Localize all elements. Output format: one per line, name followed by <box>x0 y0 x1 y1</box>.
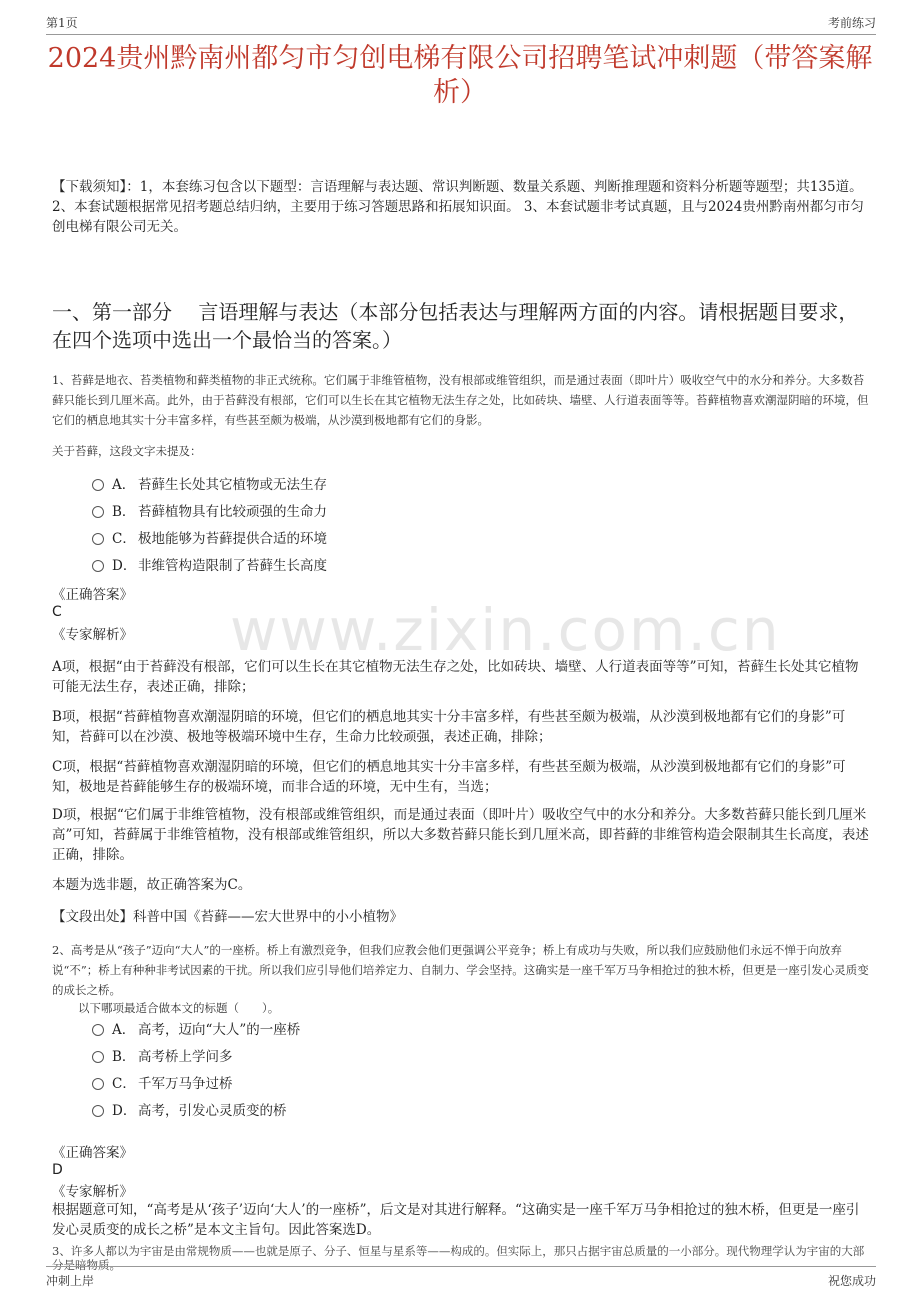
option-text: 高考，迈向“大人”的一座桥 <box>138 1022 301 1038</box>
answer-value: C <box>52 604 62 620</box>
analysis-paragraph-b: B项，根据“苔藓植物喜欢潮湿阴暗的环境，但它们的栖息地其实十分丰富多样，有些甚至颇为极端，从沙漠到极地都有它们的身影”可知，苔藓可以在沙漠、极地等极端环境中生存，生命力比较顽强，表述正确，排除； <box>52 709 846 745</box>
analysis-label: 《专家解析》 <box>52 627 133 643</box>
radio-icon[interactable] <box>92 533 104 545</box>
q1-option-a[interactable] <box>92 475 327 495</box>
q2-option-a[interactable] <box>92 1020 300 1040</box>
question-1-stem: 1、苔藓是地衣、苔类植物和藓类植物的非正式统称。它们属于非维管植物，没有根部或维管组织，而是通过表面（即叶片）吸收空气中的水分和养分。大多数苔藓只能长到几厘米高。此外，由于苔藓没有根部，它们可以生长在其它植物无法生存之处，比如砖块、墙壁、人行道表面等等。苔藓植物喜欢潮湿阴暗的环境，但它们的栖息地其实十分丰富多样，有些甚至颇为极端，从沙漠到极地都有它们的身影。 <box>52 373 869 427</box>
option-text: 千军万马争过桥 <box>138 1076 233 1092</box>
option-text: 苔藓生长处其它植物或无法生存 <box>138 477 327 493</box>
option-letter: B． <box>112 1049 136 1065</box>
option-letter: A． <box>112 1022 136 1038</box>
q1-option-c[interactable] <box>92 529 327 549</box>
question-2-lead: 以下哪项最适合做本文的标题（ ）。 <box>78 1001 280 1015</box>
watermark: www.zixin.com.cn <box>230 596 781 664</box>
q1-option-d[interactable] <box>92 556 327 576</box>
radio-icon[interactable] <box>92 1024 104 1036</box>
section-heading: 一、第一部分 言语理解与表达（本部分包括表达与理解两方面的内容。请根据题目要求，在四个选项中选出一个最恰当的答案。） <box>52 300 859 352</box>
q2-option-c[interactable] <box>92 1074 233 1094</box>
analysis-paragraph-c: C项，根据“苔藓植物喜欢潮湿阴暗的环境，但它们的栖息地其实十分丰富多样，有些甚至颇为极端，从沙漠到极地都有它们的身影”可知，极地是苔藓能够生存的极端环境，而非合适的环境，无中生有，当选； <box>52 759 846 795</box>
option-text: 高考桥上学问多 <box>138 1049 233 1065</box>
analysis-conclusion: 本题为选非题，故正确答案为C。 <box>52 877 252 893</box>
radio-icon[interactable] <box>92 1105 104 1117</box>
option-text: 高考，引发心灵质变的桥 <box>138 1103 287 1119</box>
radio-icon[interactable] <box>92 560 104 572</box>
page-title: 2024贵州黔南州都匀市匀创电梯有限公司招聘笔试冲刺题（带答案解析） <box>47 43 873 108</box>
header-label: 考前练习 <box>827 16 876 30</box>
page-footer <box>46 1266 876 1289</box>
analysis-paragraph: 根据题意可知，“高考是从‘孩子’迈向‘大人’的一座桥”，后文是对其进行解释。“这确实是一座千军万马争相抢过的独木桥，但更是一座引发心灵质变的成长之桥”是本文主旨句。因此答案选D。 <box>52 1202 860 1238</box>
analysis-label: 《专家解析》 <box>52 1184 133 1200</box>
analysis-paragraph-a: A项，根据“由于苔藓没有根部，它们可以生长在其它植物无法生存之处，比如砖块、墙壁、人行道表面等等”可知，苔藓生长处其它植物可能无法生存，表述正确，排除； <box>52 659 859 695</box>
download-notice: 【下载须知】：1，本套练习包含以下题型：言语理解与表达题、常识判断题、数量关系题、判断推理题和资料分析题等题型；共135道。 2、本套试题根据常见招考题总结归纳，主要用于练习答题思路和拓展知识面。 3、本套试题非考试真题，且与2024贵州黔南州都匀市匀创电梯有限公司无关。 <box>52 179 864 235</box>
radio-icon[interactable] <box>92 479 104 491</box>
q2-option-b[interactable] <box>92 1047 233 1067</box>
answer-label: 《正确答案》 <box>52 587 133 603</box>
option-letter: A． <box>112 477 136 493</box>
q1-option-b[interactable] <box>92 502 327 522</box>
option-text: 苔藓植物具有比较顽强的生命力 <box>138 504 327 520</box>
question-2-stem: 2、高考是从“孩子”迈向“大人”的一座桥。桥上有激烈竞争，但我们应教会他们更强调公平竞争；桥上有成功与失败，所以我们应鼓励他们永远不惮于向放弃说“不”；桥上有种种非考试因素的干扰。所以我们应引导他们培养定力、自制力、学会坚持。这确实是一座千军万马争相抢过的独木桥，但更是一座引发心灵质变的成长之桥。 <box>52 943 869 997</box>
page-number: 第1页 <box>46 16 78 30</box>
footer-left: 冲刺上岸 <box>46 1274 95 1288</box>
answer-label: 《正确答案》 <box>52 1145 133 1161</box>
option-letter: B． <box>112 504 136 520</box>
radio-icon[interactable] <box>92 1078 104 1090</box>
page-header <box>46 14 876 35</box>
q2-option-d[interactable] <box>92 1101 287 1121</box>
option-text: 非维管构造限制了苔藓生长高度 <box>138 558 327 574</box>
analysis-paragraph-d: D项，根据“它们属于非维管植物，没有根部或维管组织，而是通过表面（即叶片）吸收空气中的水分和养分。大多数苔藓只能长到几厘米高”可知，苔藓属于非维管植物，没有根部或维管组织，所以大多数苔藓只能长到几厘米高，即苔藓的非维管构造会限制其生长高度，表述正确，排除。 <box>52 807 869 863</box>
radio-icon[interactable] <box>92 1051 104 1063</box>
radio-icon[interactable] <box>92 506 104 518</box>
option-letter: C． <box>112 531 136 547</box>
answer-value: D <box>52 1162 63 1178</box>
question-1-lead: 关于苔藓，这段文字未提及： <box>52 444 202 458</box>
option-text: 极地能够为苔藓提供合适的环境 <box>138 531 327 547</box>
option-letter: C． <box>112 1076 136 1092</box>
question-3-partial: 3、许多人都以为宇宙是由常规物质——也就是原子、分子、恒星与星系等——构成的。但实际上，那只占据宇宙总质量的一小部分。现代物理学认为宇宙的大部分是暗物质。 <box>52 1244 865 1272</box>
footer-right: 祝您成功 <box>827 1274 876 1288</box>
option-letter: D． <box>112 558 137 574</box>
option-letter: D． <box>112 1103 137 1119</box>
source-citation: 【文段出处】科普中国《苔藓——宏大世界中的小小植物》 <box>52 909 403 925</box>
